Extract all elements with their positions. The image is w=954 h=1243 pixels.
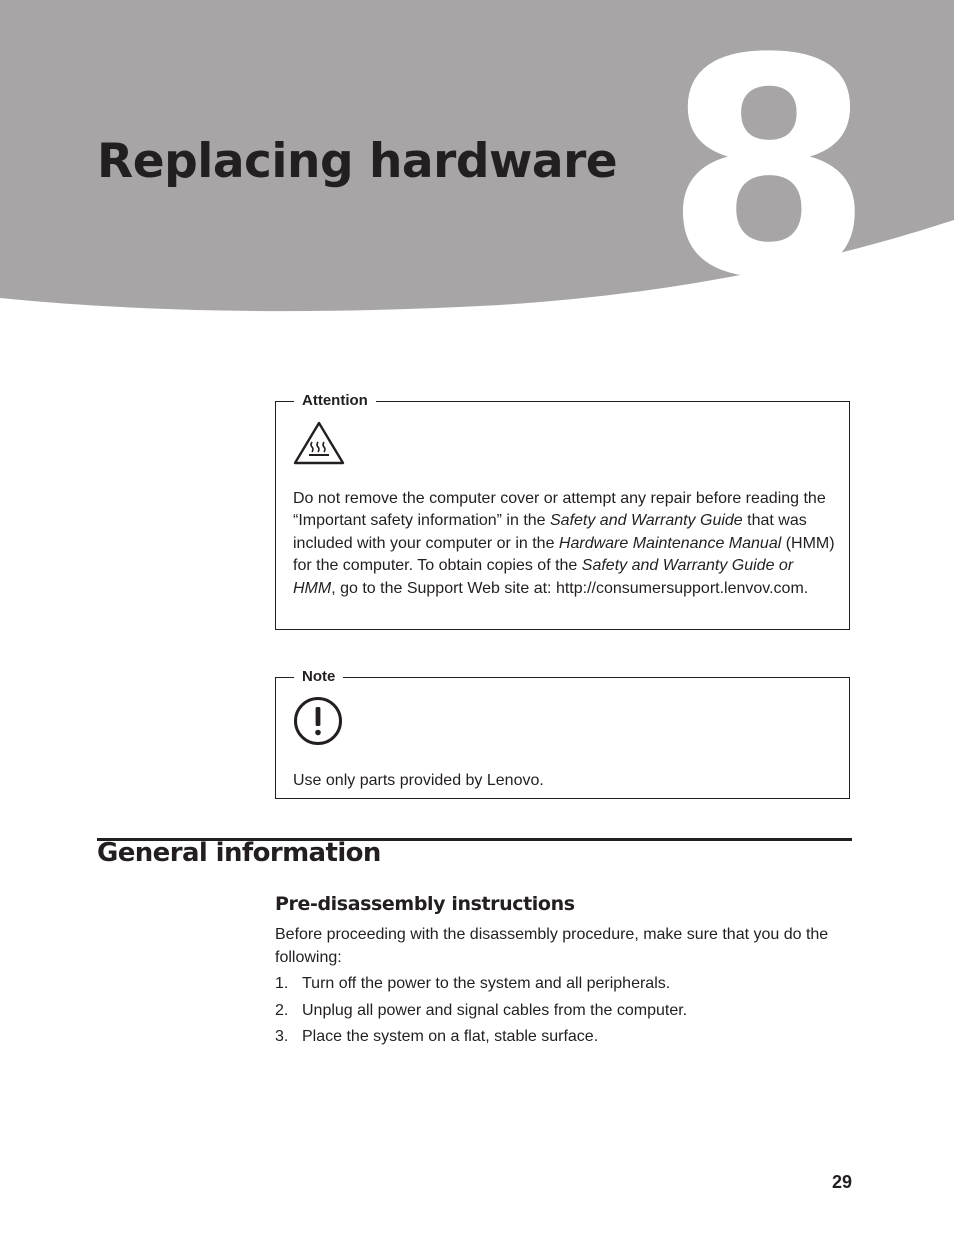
intro-paragraph: Before proceeding with the disassembly procedure, make sure that you do the following:: [275, 926, 829, 966]
step-text: Turn off the power to the system and all peripherals.: [302, 975, 671, 992]
note-text: Use only parts provided by Lenovo.: [293, 772, 544, 789]
attention-text-run: (HMM) for the computer. To obtain copies of the: [293, 534, 835, 575]
steps-list: [275, 973, 845, 1053]
step-number: 3.: [275, 1028, 289, 1045]
list-item: [275, 973, 845, 1000]
attention-italic-text: Safety and Warranty Guide: [550, 512, 743, 530]
list-item: [275, 1000, 845, 1027]
note-box: [275, 668, 850, 799]
attention-text-run: Do not remove the computer cover or attempt any repair before reading the “Important safety information” in the: [293, 490, 826, 530]
attention-italic-text: Hardware Maintenance Manual: [558, 534, 782, 552]
attention-italic-text: Safety and Warranty Guide or HMM: [293, 557, 794, 597]
attention-label: Attention: [294, 390, 376, 412]
chapter-number: 8: [664, 0, 874, 344]
step-number: 2.: [275, 1001, 289, 1019]
subsection-title: Pre-disassembly instructions: [275, 893, 575, 915]
step-number: 1.: [275, 975, 289, 992]
hot-surface-warning-icon: [293, 420, 345, 466]
page-number: 29: [831, 1172, 852, 1192]
exclamation-circle-icon: [293, 696, 343, 746]
step-text: Place the system on a flat, stable surface.: [302, 1028, 599, 1045]
attention-text: [293, 488, 835, 600]
step-text: Unplug all power and signal cables from the computer.: [302, 1001, 688, 1019]
attention-text-run: , go to the Support Web site at: http://consumersupport.lenvov.com.: [331, 579, 809, 597]
attention-text-run: that was included with your computer or in the: [293, 512, 807, 552]
attention-box: [275, 392, 850, 630]
note-label: Note: [294, 666, 343, 688]
section-title: General information: [97, 838, 381, 868]
list-item: [275, 1026, 845, 1053]
chapter-title: Replacing hardware: [97, 134, 618, 189]
